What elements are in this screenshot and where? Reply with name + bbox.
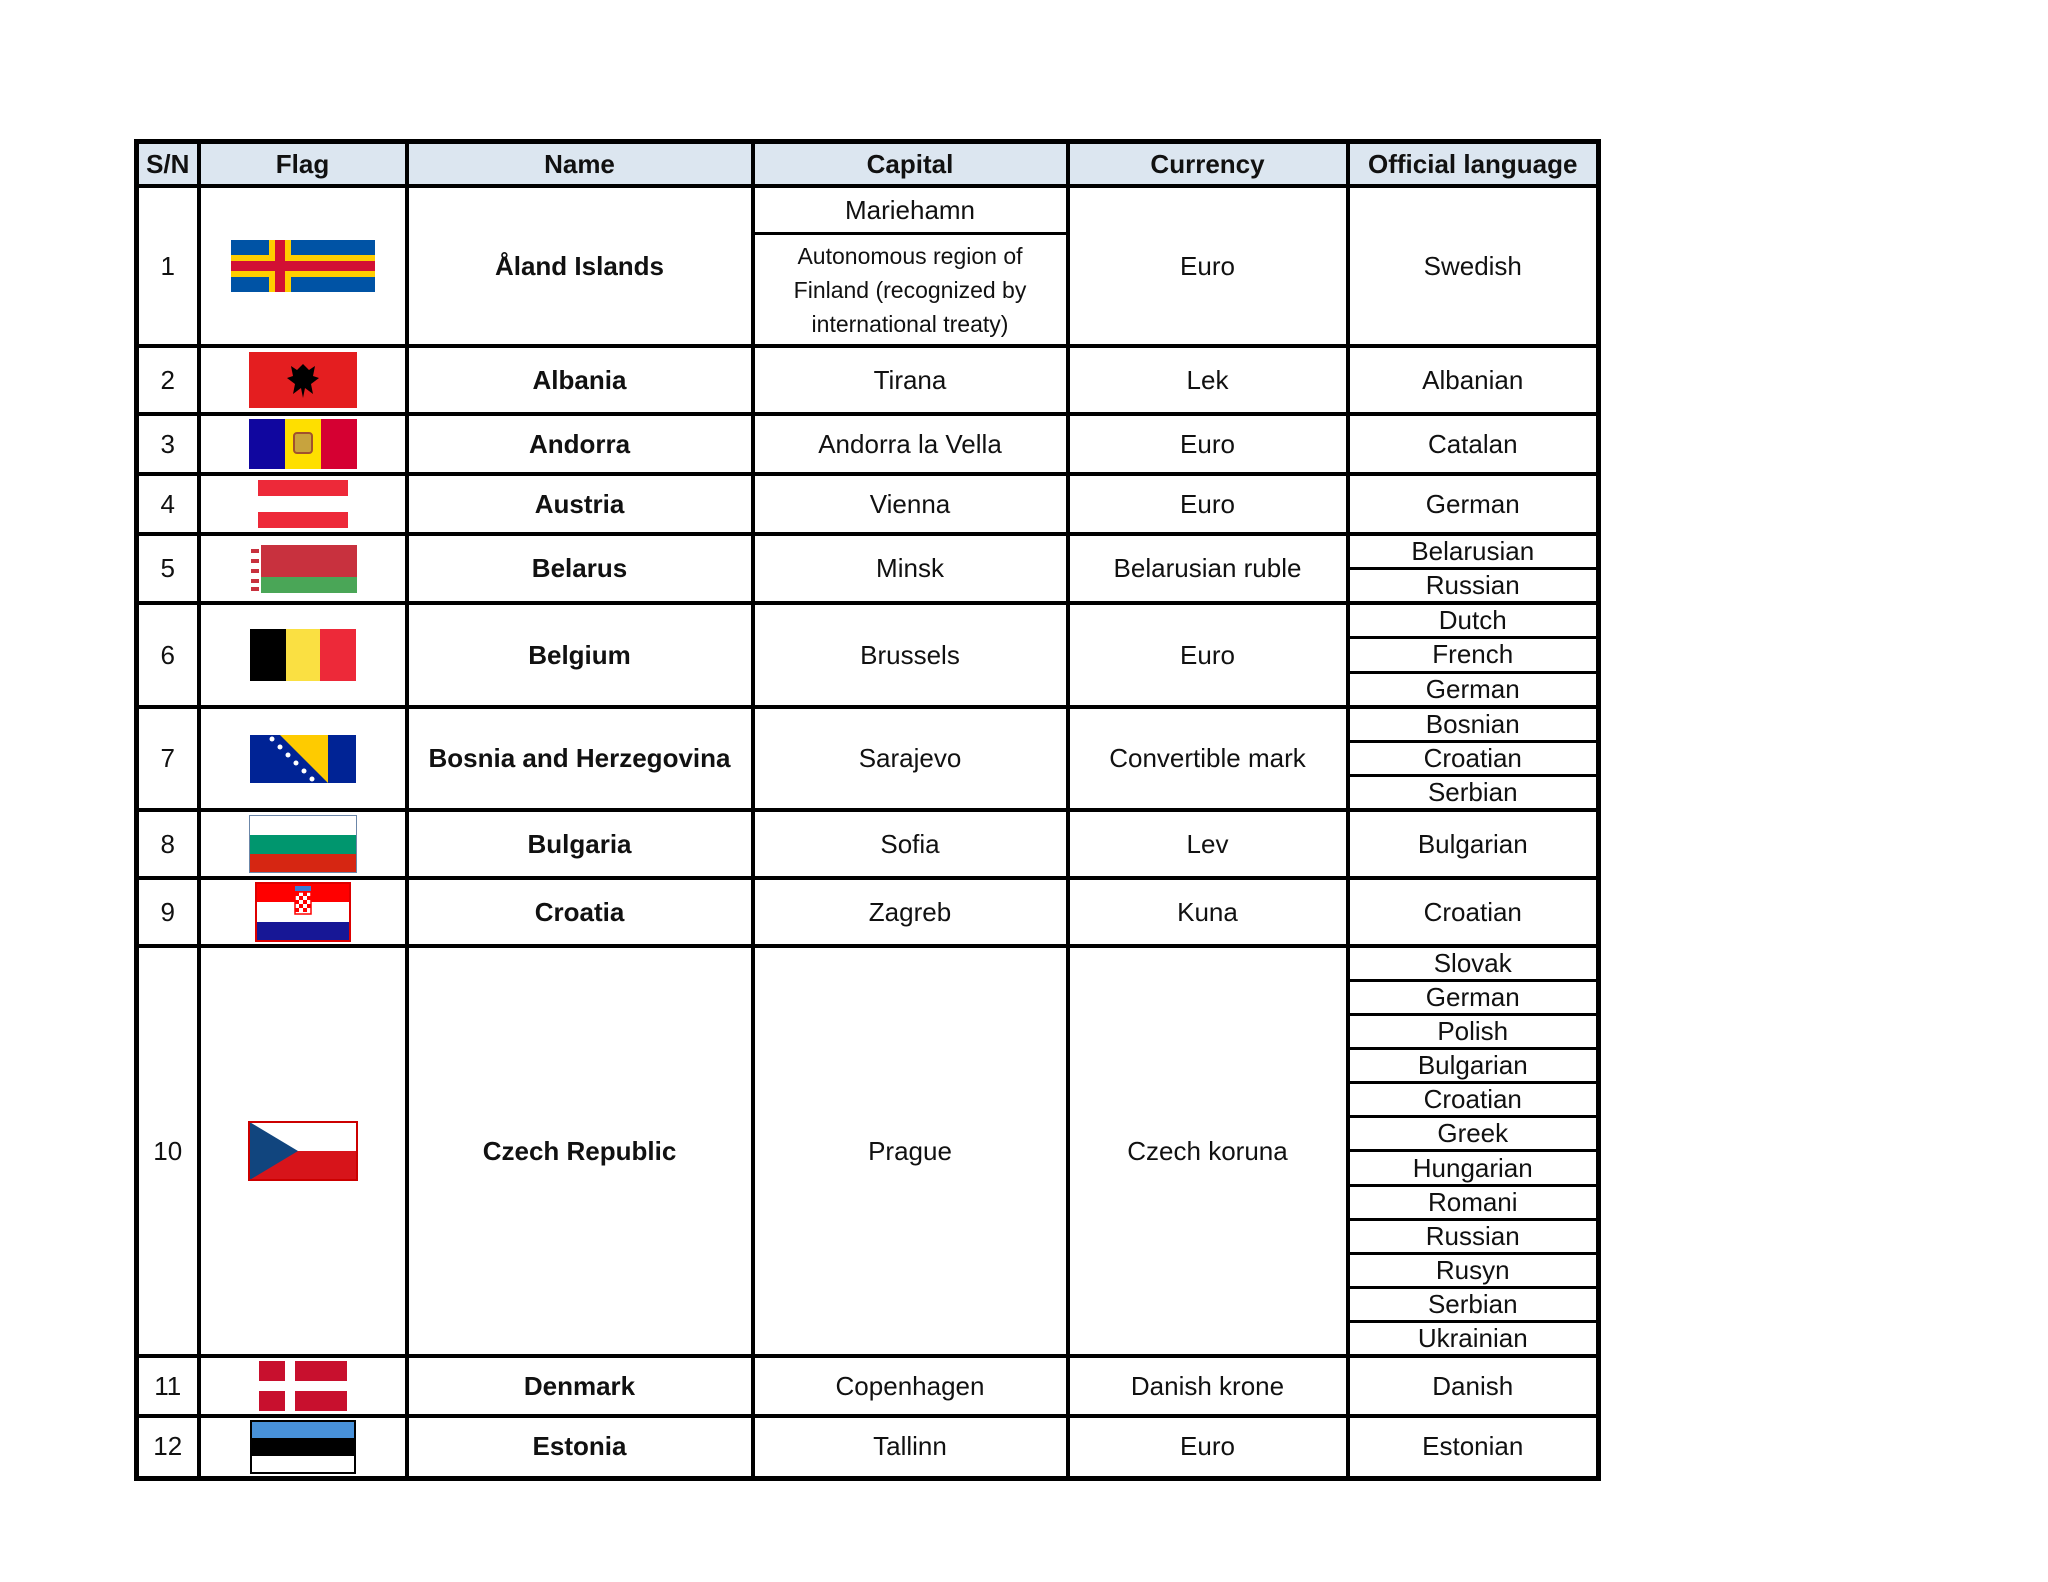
table-row (137, 878, 1599, 946)
language-cell: Estonian (1348, 1416, 1599, 1478)
language-item: Bulgarian (1350, 1047, 1597, 1081)
currency-cell: Lev (1068, 810, 1348, 878)
name-cell: Czech Republic (407, 946, 753, 1356)
language-item: Polish (1350, 1013, 1597, 1047)
table-row (137, 810, 1599, 878)
language-item: Croatian (1350, 740, 1597, 774)
sn-cell: 6 (137, 603, 199, 707)
capital-cell: Tallinn (753, 1416, 1068, 1478)
currency-cell: Euro (1068, 474, 1348, 534)
sn-cell: 9 (137, 878, 199, 946)
currency-cell: Belarusian ruble (1068, 534, 1348, 603)
language-item: Russian (1350, 567, 1597, 601)
capital-cell: Minsk (753, 534, 1068, 603)
table-row (137, 1356, 1599, 1416)
language-item: Dutch (1438, 605, 1507, 636)
sn-cell: 12 (137, 1416, 199, 1478)
capital-value: Mariehamn (755, 188, 1066, 235)
table-row (137, 414, 1599, 474)
name-cell: Croatia (407, 878, 753, 946)
capital-cell (753, 186, 1068, 346)
name-cell: Bulgaria (407, 810, 753, 878)
flag-cell (199, 414, 407, 474)
table-row (137, 603, 1599, 707)
table-row (137, 534, 1599, 603)
language-cell: Catalan (1348, 414, 1599, 474)
flag-cell (199, 346, 407, 414)
capital-cell: Brussels (753, 603, 1068, 707)
language-cell: Croatian (1348, 878, 1599, 946)
capital-cell: Andorra la Vella (753, 414, 1068, 474)
capital-cell: Prague (753, 946, 1068, 1356)
name-cell: Denmark (407, 1356, 753, 1416)
sn-cell: 10 (137, 946, 199, 1356)
capital-cell: Zagreb (753, 878, 1068, 946)
language-item: Bosnian (1425, 709, 1520, 739)
sn-cell: 11 (137, 1356, 199, 1416)
language-cell: Bulgarian (1348, 810, 1599, 878)
denmark-flag-icon (259, 1361, 347, 1411)
header-row (137, 142, 1599, 187)
flag-cell (199, 1356, 407, 1416)
andorra-flag-icon (249, 419, 357, 469)
language-cell: Danish (1348, 1356, 1599, 1416)
language-item: French (1350, 636, 1597, 670)
flag-cell (199, 534, 407, 603)
name-cell: Albania (407, 346, 753, 414)
currency-cell: Euro (1068, 414, 1348, 474)
language-item: Belarusian (1411, 536, 1535, 566)
language-item: Ukrainian (1350, 1320, 1597, 1354)
table-row (137, 346, 1599, 414)
sn-cell: 4 (137, 474, 199, 534)
belarus-flag-icon (249, 545, 357, 593)
austria-flag-icon (258, 480, 348, 528)
language-item: Greek (1350, 1115, 1597, 1149)
flag-cell (199, 946, 407, 1356)
currency-cell: Czech koruna (1068, 946, 1348, 1356)
albania-flag-icon (249, 352, 357, 408)
table-row (137, 186, 1599, 346)
header-currency: Currency (1068, 142, 1348, 187)
bulgaria-flag-icon (249, 815, 357, 873)
language-item: Slovak (1433, 948, 1512, 979)
currency-cell: Convertible mark (1068, 707, 1348, 810)
capital-cell: Sarajevo (753, 707, 1068, 810)
czech-flag-icon (248, 1121, 358, 1181)
flag-cell (199, 707, 407, 810)
name-cell: Belarus (407, 534, 753, 603)
country-table-container (134, 139, 1596, 1467)
flag-cell (199, 186, 407, 346)
language-item: Serbian (1350, 1286, 1597, 1320)
header-flag: Flag (199, 142, 407, 187)
sn-cell: 5 (137, 534, 199, 603)
language-cell (1348, 603, 1599, 707)
capital-cell: Tirana (753, 346, 1068, 414)
name-cell: Andorra (407, 414, 753, 474)
name-cell: Austria (407, 474, 753, 534)
sn-cell: 2 (137, 346, 199, 414)
name-cell: Estonia (407, 1416, 753, 1478)
currency-cell: Euro (1068, 603, 1348, 707)
language-cell (1348, 707, 1599, 810)
currency-cell: Kuna (1068, 878, 1348, 946)
language-item: Rusyn (1350, 1252, 1597, 1286)
language-cell: German (1348, 474, 1599, 534)
flag-cell (199, 878, 407, 946)
flag-cell (199, 1416, 407, 1478)
country-table (134, 139, 1601, 1481)
currency-cell: Euro (1068, 186, 1348, 346)
capital-cell: Sofia (753, 810, 1068, 878)
table-row (137, 946, 1599, 1356)
language-cell: Swedish (1348, 186, 1599, 346)
capital-cell: Copenhagen (753, 1356, 1068, 1416)
language-item: Hungarian (1350, 1149, 1597, 1183)
language-cell: Albanian (1348, 346, 1599, 414)
belgium-flag-icon (250, 629, 356, 681)
table-row (137, 707, 1599, 810)
language-item: German (1350, 979, 1597, 1013)
currency-cell: Danish krone (1068, 1356, 1348, 1416)
header-capital: Capital (753, 142, 1068, 187)
language-item: Serbian (1350, 774, 1597, 808)
capital-note: Autonomous region of Finland (recognized by international treaty) (793, 242, 1027, 337)
header-language: Official language (1348, 142, 1599, 187)
name-cell: Belgium (407, 603, 753, 707)
table-row (137, 474, 1599, 534)
capital-cell: Vienna (753, 474, 1068, 534)
header-name: Name (407, 142, 753, 187)
language-item: German (1350, 671, 1597, 705)
estonia-flag-icon (250, 1420, 356, 1474)
bosnia-flag-icon (250, 735, 356, 783)
croatia-flag-icon (255, 882, 351, 942)
header-sn: S/N (137, 142, 199, 187)
flag-cell (199, 474, 407, 534)
sn-cell: 3 (137, 414, 199, 474)
table-row (137, 1416, 1599, 1478)
language-cell (1348, 946, 1599, 1356)
sn-cell: 1 (137, 186, 199, 346)
language-item: Romani (1350, 1184, 1597, 1218)
language-item: Croatian (1350, 1081, 1597, 1115)
currency-cell: Lek (1068, 346, 1348, 414)
language-item: Russian (1350, 1218, 1597, 1252)
sn-cell: 8 (137, 810, 199, 878)
currency-cell: Euro (1068, 1416, 1348, 1478)
name-cell: Åland Islands (407, 186, 753, 346)
language-cell (1348, 534, 1599, 603)
name-cell: Bosnia and Herzegovina (407, 707, 753, 810)
flag-cell (199, 810, 407, 878)
flag-cell (199, 603, 407, 707)
sn-cell: 7 (137, 707, 199, 810)
aland-flag-icon (231, 240, 375, 292)
